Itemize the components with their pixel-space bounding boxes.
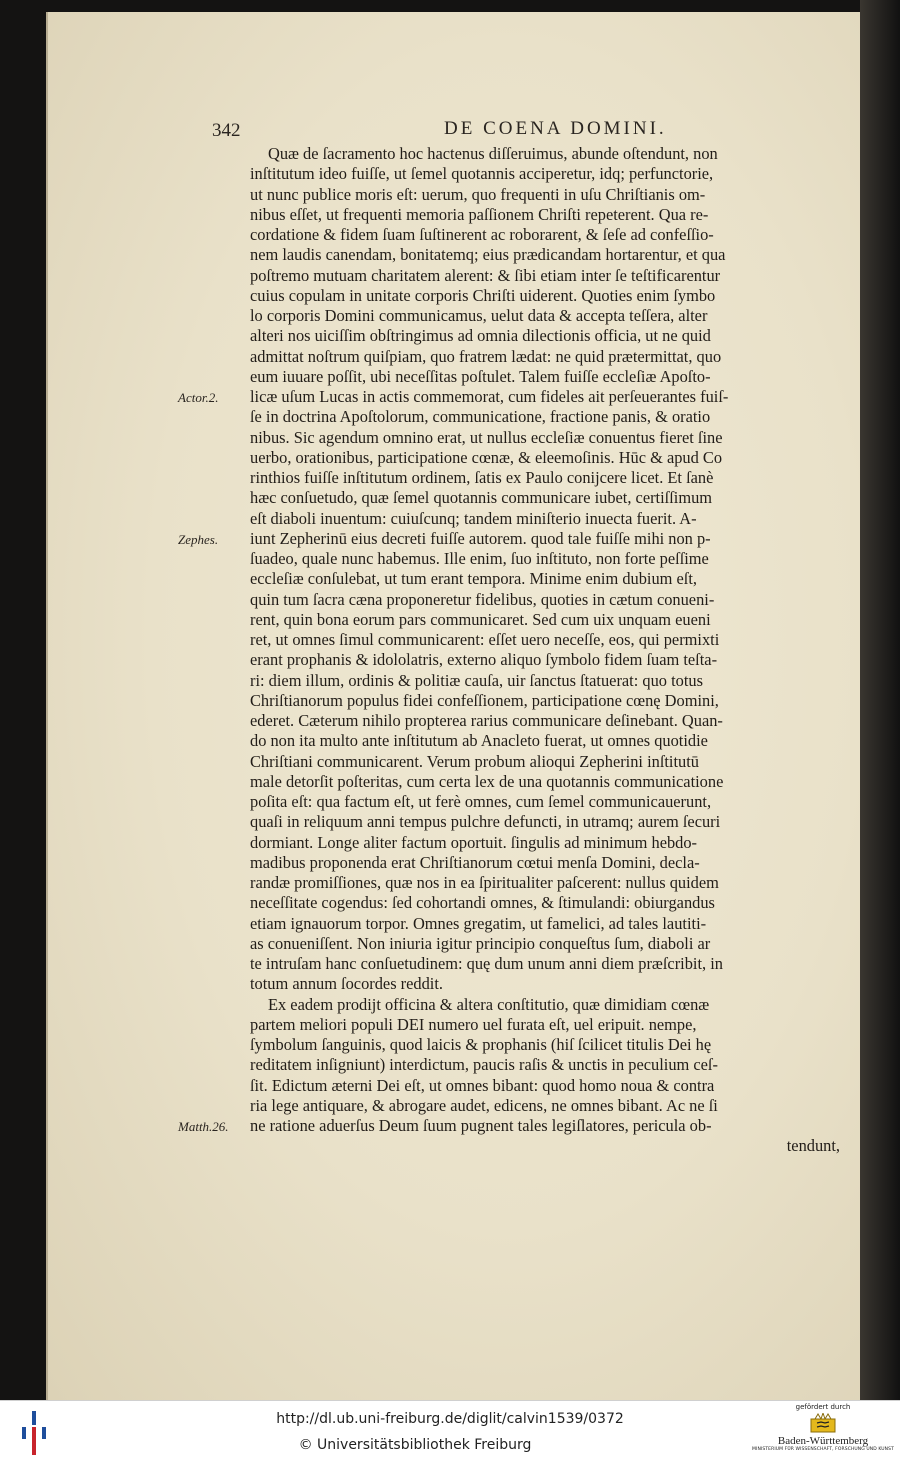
text-line: erant prophanis & idololatris, externo aliquo ſymbolo fidem ſuam teſta- (250, 650, 718, 670)
marginal-note: Zephes. (178, 531, 219, 547)
text-line: cordatione & fidem ſuam ſuſtinerent ac roborarent, & ſeſe ad confeſſio- (250, 225, 714, 244)
text-line: admittat noſtrum quiſpiam, quo fratrem lædat: ne quid prætermittat, quo (250, 346, 722, 366)
text-line: ne ratione aduerſus Deum ſuum pugnent tales legiſlatores, pericula ob- (250, 1116, 712, 1135)
text-line: etiam ignauorum torpor. Omnes gregatim, ut famelici, ad tales lautiti- (250, 913, 707, 933)
text-line: neceſſitate cogendus: ſed cohortandi omnes, & ſtimulandi: obiurgandus (250, 893, 715, 913)
text-line: ut nunc publice moris eſt: uerum, quo frequenti in uſu Chriſtianis om- (250, 184, 706, 204)
text-line: Chriſtiani communicarent. Verum probum alioqui Zepherini inſtitutū (250, 751, 699, 771)
text-line: hæc conſuetudo, quæ ſemel quotannis communicare iubet, certiſſimum (250, 488, 713, 508)
marginal-note: Matth.26. (178, 1119, 229, 1134)
text-line: cuius copulam in unitate corporis Chriſti uiderent. Quoties enim ſymbo (250, 285, 716, 305)
funder-caption: gefördert durch (795, 1403, 851, 1411)
text-line: as conueniſſent. Non iniuria igitur principio conqueſtus ſum, diaboli ar (250, 933, 711, 953)
text-line: ria lege antiquare, & abrogare audet, edicens, ne omnes bibant. Ac ne ſi (250, 1095, 718, 1115)
text-line: eſt diaboli inuentum: cuiuſcunq; tandem miniſterio inuecta fuerit. A- (250, 508, 697, 528)
running-head-title: DE COENA DOMINI. (444, 118, 667, 139)
text-line: inſtitutum ideo fuiſſe, ut ſemel quotannis acciperetur, idq; perfunctorie, (250, 164, 714, 184)
text-line: ſit. Edictum æterni Dei eſt, ut omnes bibant: quod homo noua & contra (250, 1075, 715, 1095)
text-line: alteri nos uiciſſim obſtringimus ad omnia dilectionis officia, ut ne quid (250, 326, 711, 346)
text-line: quaſi in reliquum anni tempus pulchre defuncti, in utramq; aurem ſecuri (250, 812, 721, 832)
text-line: iunt Zepherinū eius decreti fuiſſe autorem. quod tale fuiſſe mihi non p- (250, 528, 711, 548)
page-edge-shadow (860, 0, 900, 1400)
text-line: poſita eſt: qua factum eſt, ut ferè omnes, cum ſemel communicauerunt, (250, 792, 712, 811)
text-line: do non ita multo ante inſtitutum ab Anacleto fuerat, ut omnes quotidie (250, 731, 708, 751)
text-line: randæ promiſſiones, quæ nos in ea ſpiritualiter paſcerent: nullus quidem (250, 873, 719, 892)
text-line: ſuadeo, quale nunc habemus. Ille enim, ſuo inſtituto, non forte peſſime (250, 549, 709, 568)
text-line: partem meliori populi DEI numero uel furata eſt, uel eripuit. nempe, (250, 1014, 697, 1034)
viewer-footer (0, 1400, 900, 1464)
text-line: uerbo, orationibus, participatione cœnæ, & eleemoſinis. Hūc & apud Co (250, 447, 723, 467)
text-line: eccleſiæ conſulebat, ut tum erant tempora. Minime enim dubium eſt, (250, 569, 697, 589)
text-line: ſe in doctrina Apoſtolorum, communicatione, fractione panis, & oratio (250, 407, 711, 427)
text-line: te intruſam hanc conſuetudinem: quę dum unum anni diem præſcribit, in (250, 954, 723, 973)
text-line: ri: diem illum, ordinis & politiæ cauſa, uir ſanctus ſtatuerat: quo totus (250, 670, 703, 690)
text-line: dormiant. Longe aliter factum oportuit. ſingulis ad minimum hebdo- (250, 832, 698, 852)
funder-logo[interactable] (752, 1403, 894, 1463)
text-line: male detorſit poſteritas, cum certa lex de una quotannis communicatione (250, 771, 724, 791)
text-line: poſtremo mutuam charitatem alerent: & ſibi etiam inter ſe teſtificarentur (250, 265, 721, 285)
copyright-notice: © Universitätsbibliothek Freiburg (298, 1437, 532, 1453)
text-line: ſymbolum ſanguinis, quod laicis & prophanis (hiſ ſcilicet titulis Dei hę (250, 1035, 712, 1054)
page-number: 342 (212, 120, 241, 141)
text-line: ederet. Cæterum nihilo propterea rarius communicare deſinebant. Quan- (250, 711, 723, 730)
crest-icon (809, 1413, 837, 1433)
text-line: eum iuuare poſſit, ubi neceſſitas poſtulet. Talem fuiſſe eccleſiæ Apoſto- (250, 366, 711, 386)
text-line: lo corporis Domini communicamus, uelut data & accepta teſſera, alter (250, 306, 708, 325)
funder-subtitle: MINISTERIUM FÜR WISSENSCHAFT, FORSCHUNG UND KUNST (752, 1447, 894, 1452)
text-line: madibus proponenda erat Chriſtianorum cœtui menſa Domini, decla- (250, 852, 700, 872)
text-line: Chriſtianorum populus fidei confeſſionem, participatione cœnę Domini, (250, 690, 719, 710)
text-line: rinthios fuiſſe inſtitutum ordinem, ſatis ex Paulo conijcere licet. Et ſanè (250, 468, 714, 487)
text-line: totum annum ſocordes reddit. (250, 974, 444, 994)
text-line: nem laudis canendam, bonitatemq; eius prædicandam hortarentur, et qua (250, 245, 726, 265)
body-text (250, 144, 840, 1157)
text-line: nibus eſſet, ut frequenti memoria paſſionem Chriſti repeterent. Qua re- (250, 204, 709, 224)
permalink-url[interactable]: http://dl.ub.uni-freiburg.de/diglit/calvin1539/0372 (276, 1411, 624, 1427)
text-line: rent, quin bona eorum pars communicaret. Sed cum uix unquam eueni (250, 609, 711, 629)
text-line: tendunt, (786, 1136, 840, 1156)
text-line: reditatem inſigniunt) interdictum, paucis raſis & unctis in peculium ceſ- (250, 1055, 718, 1075)
marginal-note: Actor.2. (178, 390, 219, 405)
text-line: quin tum ſacra cæna proponeretur fidelibus, quoties in cætum conueni- (250, 589, 715, 609)
text-line: ret, ut omnes ſimul communicarent: eſſet uero neceſſe, eos, qui permixti (250, 630, 720, 649)
text-line: licæ uſum Lucas in actis commemorat, cum fideles ait perſeuerantes fuiſ- (250, 387, 729, 406)
text-line: Ex eadem prodijt officina & altera conſtitutio, quæ dimidiam cœnæ (268, 994, 710, 1014)
text-line: Quæ de ſacramento hoc hactenus diſſeruimus, abunde oſtendunt, non (268, 144, 718, 163)
funder-name: Baden-Württemberg (777, 1435, 869, 1447)
text-line: nibus. Sic agendum omnino erat, ut nullus eccleſiæ conuentus fieret ſine (250, 427, 723, 447)
